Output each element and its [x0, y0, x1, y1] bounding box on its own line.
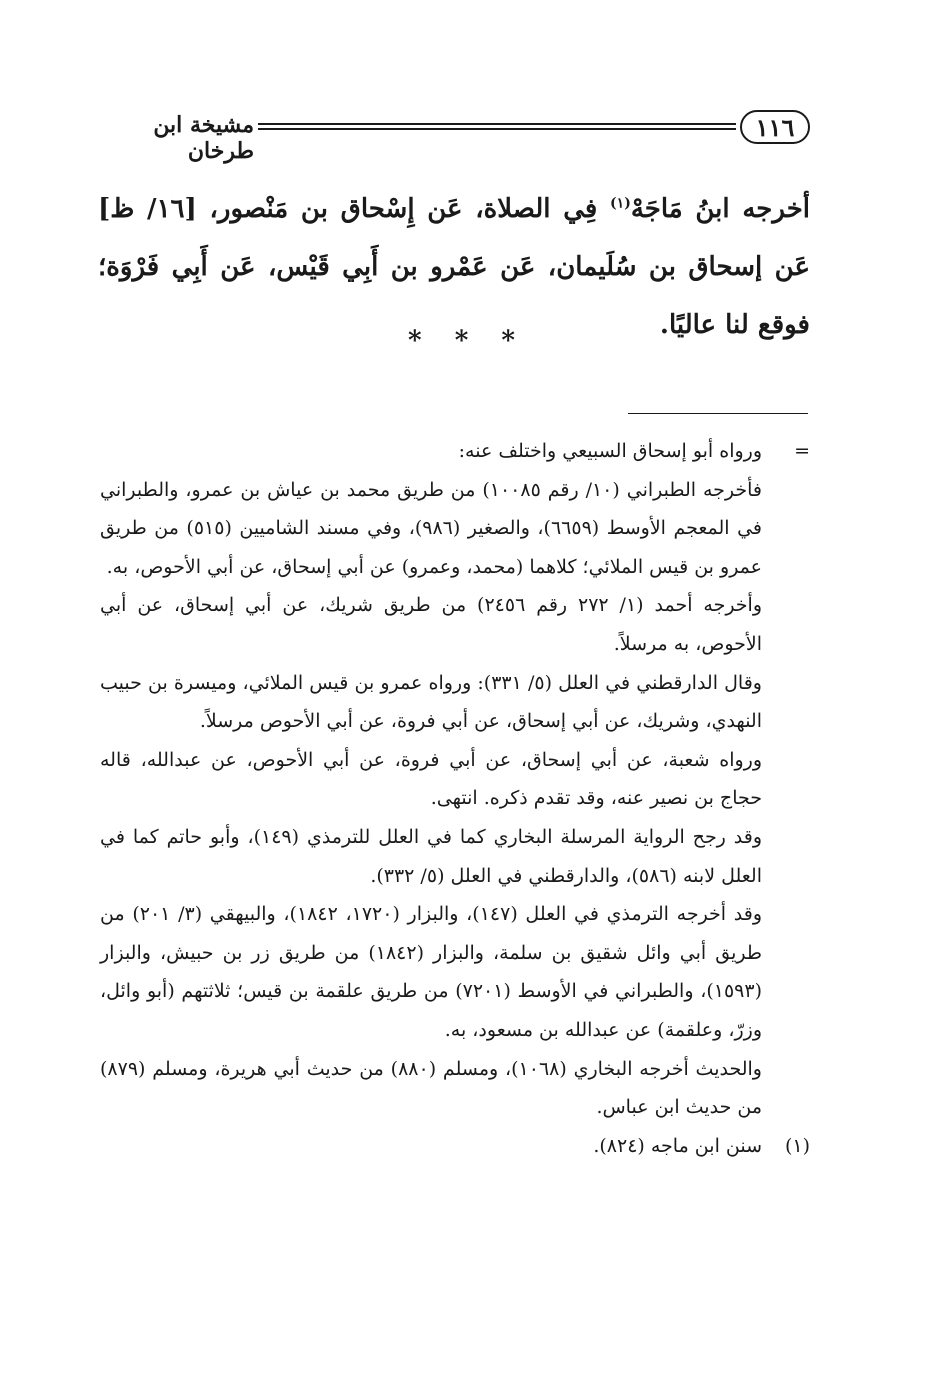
footnotes-area: [100, 432, 810, 1165]
section-separator: * * *: [408, 326, 527, 356]
page-header: [98, 108, 810, 164]
note-paragraph: فأخرجه الطبراني (١٠/ رقم ١٠٠٨٥) من طريق محمد بن عياش بن عمرو، والطبراني في المعجم الأوسط (٦٦٥٩)، والصغير (٩٨٦)، وفي مسند الشاميين (٥١٥) من طريق عمرو بن قيس الملائي؛ كلاهما (محمد، وعمرو) عن أبي إسحاق، عن أبي الأحوص، به.: [100, 478, 763, 578]
note-paragraph: وأخرجه أحمد (١/ ٢٧٢ رقم ٢٤٥٦) من طريق شريك، عن أبي إسحاق، عن أبي الأحوص، به مرسلاً.: [100, 594, 762, 655]
note-paragraph: وقد أخرجه الترمذي في العلل (١٤٧)، والبزار (١٧٢٠، ١٨٤٢)، والبيهقي (٣/ ٢٠١) من طريق أبي وائل شقيق بن سلمة، والبزار (١٨٤٢) من طريق زر بن حبيش، والبزار (١٥٩٣)، والطبراني في الأوسط (٧٢٠١) من طريق علقمة بن قيس؛ ثلاثتهم (أبو وائل، وزرّ، وعلقمة) عن عبدالله بن مسعود، به.: [100, 903, 763, 1041]
footnote-divider: [628, 413, 808, 414]
note-paragraph: والحديث أخرجه البخاري (١٠٦٨)، ومسلم (٨٨٠) من حديث أبي هريرة، ومسلم (٨٧٩) من حديث ابن عباس.: [100, 1057, 762, 1119]
note-paragraph: وقال الدارقطني في العلل (٥/ ٣٣١): ورواه عمرو بن قيس الملائي، وميسرة بن حبيب النهدي، وشريك، عن أبي إسحاق، عن أبي فروة، عن أبي الأحوص مرسلاً.: [100, 671, 762, 733]
header-rule: [258, 123, 736, 130]
footnote-number: (١): [784, 1134, 810, 1157]
page-number: ١١٦: [740, 110, 810, 144]
note-paragraph: وقد رجح الرواية المرسلة البخاري كما في العلل للترمذي (١٤٩)، وأبو حاتم كما في العلل لابنه (٥٨٦)، والدارقطني في العلل (٥/ ٣٣٢).: [100, 825, 763, 887]
footnote-1: [100, 1127, 810, 1166]
main-text-part-2: فِي الصلاة، عَن إِسْحاق بن مَنْصور، [١٦/ ظ] عَن إسحاق بن سُلَيمان، عَن عَمْرو بن أَبِي قَيْس، عَن أَبِي فَرْوَة؛ فوقع لنا عاليًا.: [98, 194, 810, 340]
main-text-part-1: أخرجه ابنُ مَاجَهْ: [630, 194, 811, 224]
footnote-reference: (١): [610, 195, 631, 212]
continuation-marker: =: [794, 440, 810, 462]
note-intro: [100, 432, 810, 471]
note-paragraph: ورواه شعبة، عن أبي إسحاق، عن أبي فروة، عن أبي الأحوص، عن عبدالله، قاله حجاج بن نصير عنه، وقد تقدم ذكره. انتهى.: [100, 748, 762, 810]
book-title: مشيخة ابن طرخان: [153, 112, 254, 164]
note-intro-text: ورواه أبو إسحاق السبيعي واختلف عنه:: [458, 440, 762, 462]
footnote-text: سنن ابن ماجه (٨٢٤).: [593, 1134, 762, 1157]
